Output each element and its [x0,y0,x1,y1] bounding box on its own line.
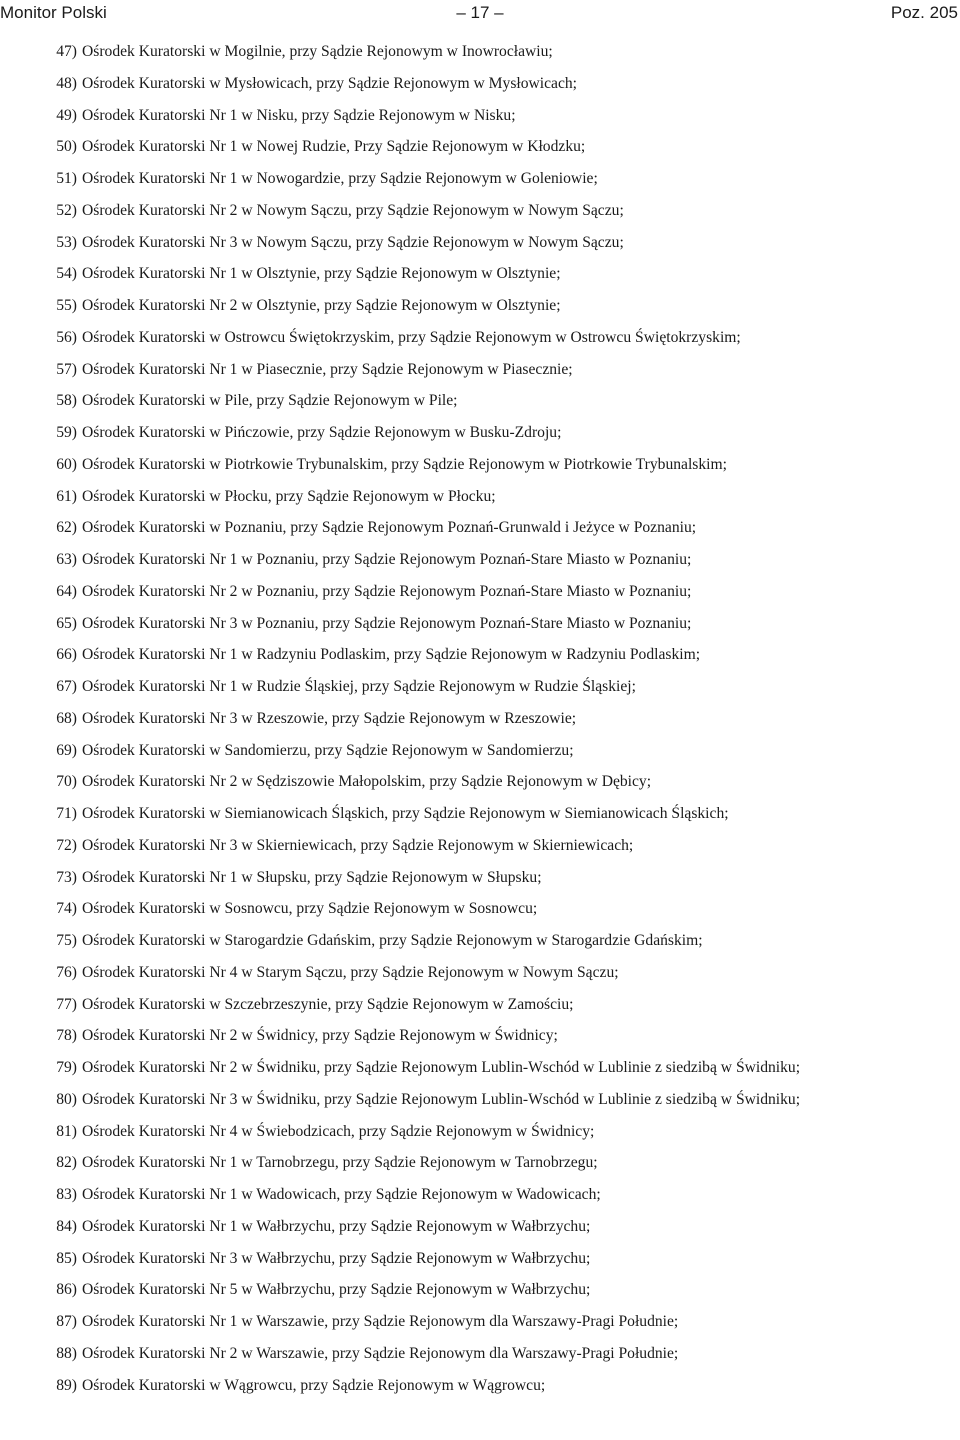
item-text: Ośrodek Kuratorski w Pińczowie, przy Sądzie Rejonowym w Busku-Zdroju; [82,424,562,441]
list-item [0,294,960,318]
list-item [0,1183,960,1207]
list-item [0,1024,960,1048]
item-text: Ośrodek Kuratorski w Ostrowcu Świętokrzyskim, przy Sądzie Rejonowym w Ostrowcu Świętokrzyskim; [82,328,741,346]
item-number: 50) [56,138,77,156]
item-text: Ośrodek Kuratorski Nr 2 w Olsztynie, przy Sądzie Rejonowym w Olsztynie; [82,297,561,314]
item-text: Ośrodek Kuratorski Nr 3 w Rzeszowie, przy Sądzie Rejonowym w Rzeszowie; [82,709,577,727]
list-item [0,739,960,763]
item-number: 60) [56,455,77,473]
item-number: 55) [56,297,77,314]
list-item [0,707,960,731]
item-number: 49) [56,106,77,124]
item-text: Ośrodek Kuratorski w Sandomierzu, przy Sądzie Rejonowym w Sandomierzu; [82,741,574,759]
item-text: Ośrodek Kuratorski Nr 2 w Poznaniu, przy Sądzie Rejonowym Poznań-Stare Miasto w Poznaniu; [82,582,692,600]
item-number: 78) [56,1027,77,1045]
item-number: 62) [56,519,77,537]
item-number: 74) [56,900,77,918]
item-number: 75) [56,932,77,949]
item-text: Ośrodek Kuratorski Nr 1 w Olsztynie, przy Sądzie Rejonowym w Olsztynie; [82,265,561,283]
item-text: Ośrodek Kuratorski Nr 2 w Świdniku, przy Sądzie Rejonowym Lublin-Wschód w Lublinie z siedzibą w Świdniku; [82,1059,801,1076]
list-item [0,1215,960,1239]
item-text: Ośrodek Kuratorski Nr 1 w Rudzie Śląskiej, przy Sądzie Rejonowym w Rudzie Śląskiej; [82,678,636,695]
item-number: 51) [56,170,77,187]
item-text: Ośrodek Kuratorski Nr 4 w Świebodzicach, przy Sądzie Rejonowym w Świdnicy; [82,1122,595,1140]
list-item [0,1310,960,1334]
item-text: Ośrodek Kuratorski Nr 3 w Poznaniu, przy Sądzie Rejonowym Poznań-Stare Miasto w Poznaniu; [82,614,692,632]
list-item [0,104,960,128]
list-item [0,548,960,572]
item-text: Ośrodek Kuratorski Nr 2 w Świdnicy, przy Sądzie Rejonowym w Świdnicy; [82,1027,558,1045]
publication-title: Monitor Polski [0,3,107,22]
item-number: 72) [56,836,77,854]
list-item [0,897,960,921]
item-text: Ośrodek Kuratorski w Płocku, przy Sądzie Rejonowym w Płocku; [82,487,496,505]
item-number: 76) [56,963,77,981]
item-number: 47) [56,43,77,60]
item-text: Ośrodek Kuratorski Nr 1 w Piasecznie, przy Sądzie Rejonowym w Piasecznie; [82,360,573,378]
list-item [0,1151,960,1175]
list-item [0,802,960,826]
list-item [0,770,960,794]
item-text: Ośrodek Kuratorski w Mogilnie, przy Sądzie Rejonowym w Inowrocławiu; [82,43,553,60]
list-item [0,643,960,667]
item-text: Ośrodek Kuratorski w Mysłowicach, przy Sądzie Rejonowym w Mysłowicach; [82,74,578,92]
item-text: Ośrodek Kuratorski Nr 1 w Słupsku, przy Sądzie Rejonowym w Słupsku; [82,868,542,886]
item-text: Ośrodek Kuratorski Nr 2 w Warszawie, przy Sądzie Rejonowym dla Warszawy-Pragi Południe; [82,1344,679,1362]
list-item [0,1374,960,1398]
item-text: Ośrodek Kuratorski w Piotrkowie Trybunalskim, przy Sądzie Rejonowym w Piotrkowie Trybunalskim; [82,455,727,473]
list-item [0,1088,960,1112]
item-text: Ośrodek Kuratorski Nr 2 w Nowym Sączu, przy Sądzie Rejonowym w Nowym Sączu; [82,201,624,219]
item-position: Poz. 205 [890,3,958,22]
item-number: 69) [56,741,77,759]
list-item [0,1278,960,1302]
list-item [0,834,960,858]
item-number: 66) [56,646,77,664]
item-number: 70) [56,773,77,791]
item-number: 65) [56,614,77,632]
item-number: 58) [56,392,77,410]
item-number: 52) [56,201,77,219]
list-item [0,262,960,286]
item-number: 80) [56,1090,77,1108]
item-text: Ośrodek Kuratorski Nr 1 w Nowej Rudzie, Przy Sądzie Rejonowym w Kłodzku; [82,138,586,156]
list-item [0,1120,960,1144]
page-number: – 17 – [456,3,504,22]
item-number: 54) [56,265,77,283]
item-number: 88) [56,1344,77,1362]
list-item [0,485,960,509]
item-text: Ośrodek Kuratorski Nr 1 w Nisku, przy Sądzie Rejonowym w Nisku; [82,106,516,124]
item-number: 56) [56,328,77,346]
list-item [0,421,960,445]
item-text: Ośrodek Kuratorski Nr 1 w Wadowicach, przy Sądzie Rejonowym w Wadowicach; [82,1186,601,1203]
item-number: 61) [56,487,77,505]
item-number: 48) [56,74,77,92]
item-text: Ośrodek Kuratorski Nr 2 w Sędziszowie Małopolskim, przy Sądzie Rejonowym w Dębicy; [82,773,652,791]
item-number: 59) [56,424,77,441]
item-number: 53) [56,233,77,251]
item-text: Ośrodek Kuratorski w Pile, przy Sądzie Rejonowym w Pile; [82,392,458,410]
item-number: 85) [56,1249,77,1267]
list-item [0,72,960,96]
list-item [0,1056,960,1080]
item-number: 77) [56,995,77,1013]
item-text: Ośrodek Kuratorski Nr 3 w Skierniewicach, przy Sądzie Rejonowym w Skierniewicach; [82,836,634,854]
item-text: Ośrodek Kuratorski w Poznaniu, przy Sądzie Rejonowym Poznań-Grunwald i Jeżyce w Poznaniu; [82,519,697,537]
item-number: 87) [56,1313,77,1330]
list-item [0,929,960,953]
list-item [0,1247,960,1271]
list-item [0,231,960,255]
item-text: Ośrodek Kuratorski Nr 3 w Wałbrzychu, przy Sądzie Rejonowym w Wałbrzychu; [82,1249,591,1267]
item-text: Ośrodek Kuratorski Nr 1 w Poznaniu, przy Sądzie Rejonowym Poznań-Stare Miasto w Poznaniu; [82,551,692,568]
item-text: Ośrodek Kuratorski w Szczebrzeszynie, przy Sądzie Rejonowym w Zamościu; [82,995,574,1013]
item-number: 67) [56,678,77,695]
item-number: 84) [56,1217,77,1235]
list-item [0,580,960,604]
list-item [0,167,960,191]
list-item [0,326,960,350]
list-item [0,675,960,699]
item-text: Ośrodek Kuratorski Nr 3 w Nowym Sączu, przy Sądzie Rejonowym w Nowym Sączu; [82,233,624,251]
center-list [0,40,960,1405]
item-text: Ośrodek Kuratorski Nr 1 w Tarnobrzegu, przy Sądzie Rejonowym w Tarnobrzegu; [82,1154,598,1172]
list-item [0,1342,960,1366]
list-item [0,516,960,540]
item-text: Ośrodek Kuratorski Nr 5 w Wałbrzychu, przy Sądzie Rejonowym w Wałbrzychu; [82,1281,591,1299]
list-item [0,453,960,477]
item-number: 81) [56,1122,77,1140]
page-header [0,0,960,26]
item-text: Ośrodek Kuratorski w Wągrowcu, przy Sądzie Rejonowym w Wągrowcu; [82,1376,546,1394]
item-number: 64) [56,582,77,600]
item-text: Ośrodek Kuratorski Nr 1 w Wałbrzychu, przy Sądzie Rejonowym w Wałbrzychu; [82,1217,591,1235]
list-item [0,961,960,985]
item-text: Ośrodek Kuratorski w Starogardzie Gdańskim, przy Sądzie Rejonowym w Starogardzie Gdańskim; [82,932,703,949]
item-text: Ośrodek Kuratorski Nr 1 w Nowogardzie, przy Sądzie Rejonowym w Goleniowie; [82,170,598,187]
item-text: Ośrodek Kuratorski Nr 1 w Warszawie, przy Sądzie Rejonowym dla Warszawy-Pragi Południe; [82,1313,679,1330]
item-text: Ośrodek Kuratorski Nr 1 w Radzyniu Podlaskim, przy Sądzie Rejonowym w Radzyniu Podlaskim; [82,646,701,664]
item-text: Ośrodek Kuratorski Nr 3 w Świdniku, przy Sądzie Rejonowym Lublin-Wschód w Lublinie z siedzibą w Świdniku; [82,1090,801,1108]
item-number: 63) [56,551,77,568]
list-item [0,993,960,1017]
list-item [0,358,960,382]
list-item [0,866,960,890]
item-number: 57) [56,360,77,378]
list-item [0,389,960,413]
item-number: 73) [56,868,77,886]
item-number: 79) [56,1059,77,1076]
list-item [0,612,960,636]
item-number: 89) [56,1376,77,1394]
item-number: 82) [56,1154,77,1172]
list-item [0,40,960,64]
item-number: 68) [56,709,77,727]
item-text: Ośrodek Kuratorski w Siemianowicach Śląskich, przy Sądzie Rejonowym w Siemianowicach Śląskich; [82,805,729,822]
item-number: 83) [56,1186,77,1203]
item-text: Ośrodek Kuratorski Nr 4 w Starym Sączu, przy Sądzie Rejonowym w Nowym Sączu; [82,963,619,981]
list-item [0,135,960,159]
item-text: Ośrodek Kuratorski w Sosnowcu, przy Sądzie Rejonowym w Sosnowcu; [82,900,538,918]
item-number: 86) [56,1281,77,1299]
item-number: 71) [56,805,77,822]
list-item [0,199,960,223]
